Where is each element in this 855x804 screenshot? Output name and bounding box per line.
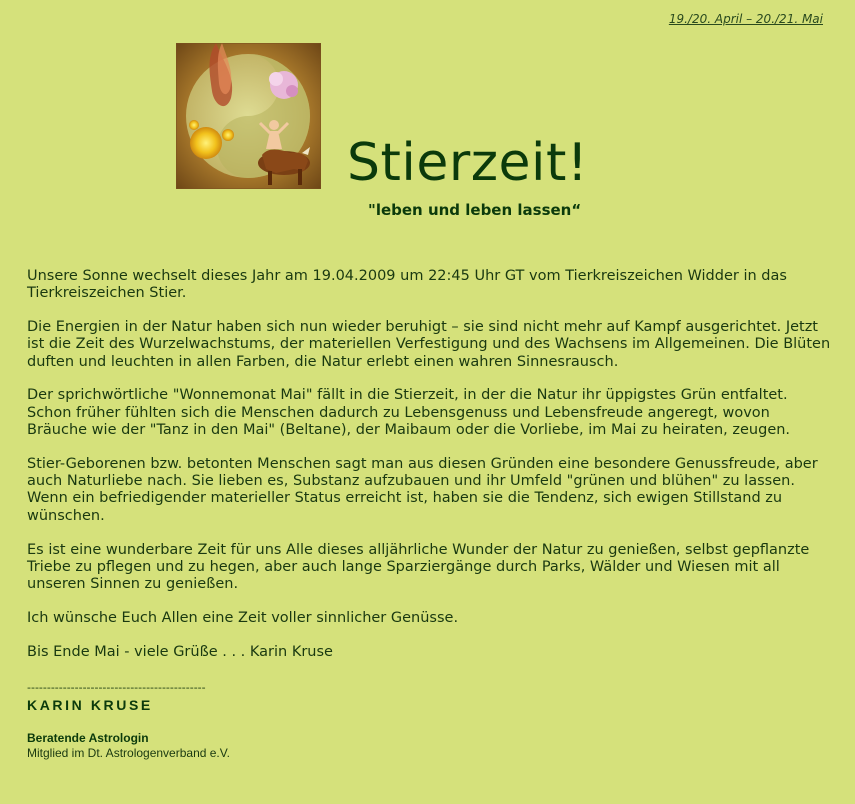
paragraph-wishes: Ich wünsche Euch Allen eine Zeit voller sinnlicher Genüsse.: [27, 609, 459, 626]
date-range-link[interactable]: 19./20. April – 20./21. Mai: [668, 12, 823, 26]
paragraph-wunder-der-natur: Es ist eine wunderbare Zeit für uns Alle dieses alljährliche Wunder der Natur zu genießen, selbst gepflanzte Triebe zu pflegen und zu hegen, aber auch lange Sparziergänge durch Parks, Wälder und Wiesen mit all unseren Sinnen zu genießen.: [27, 541, 810, 593]
signature-name: KARIN KRUSE: [27, 697, 153, 713]
paragraph-greeting: Bis Ende Mai - viele Grüße . . . Karin Kruse: [27, 643, 333, 660]
paragraph-wonnemonat: Der sprichwörtliche "Wonnemonat Mai" fällt in die Stierzeit, in der die Natur ihr üppigstes Grün entfaltet. Schon früher fühlten sich die Menschen dadurch zu Lebensgenuss und Lebensfreude angeregt, wovon Bräuche wie der "Tanz in den Mai" (Beltane), der Maibaum oder die Vorliebe, im Mai zu heiraten, zeugen.: [27, 387, 791, 439]
paragraph-intro: Unsere Sonne wechselt dieses Jahr am 19.04.2009 um 22:45 Uhr GT vom Tierkreiszeichen Widder in das Tierkreiszeichen Stier.: [27, 268, 787, 302]
signature-role: Beratende Astrologin: [27, 731, 149, 745]
signature-membership: Mitglied im Dt. Astrologenverband e.V.: [27, 746, 230, 760]
article-body: [27, 268, 832, 678]
page-title: Stierzeit!: [347, 133, 589, 193]
page-subtitle: "leben und leben lassen“: [368, 201, 582, 219]
paragraph-stier-geborene: Stier-Geborenen bzw. betonten Menschen sagt man aus diesen Gründen eine besondere Genussfreude, aber auch Naturliebe nach. Sie lieben es, Substanz aufzubauen und ihr Umfeld "grünen und blühen" zu lassen. Wenn ein befriedigender materieller Status erreicht ist, haben sie die Tendenz, sich ewigen Stillstand zu wünschen.: [27, 455, 818, 524]
taurus-artwork-image: [176, 43, 321, 189]
paragraph-energies: Die Energien in der Natur haben sich nun wieder beruhigt – sie sind nicht mehr auf Kampf ausgerichtet. Jetzt ist die Zeit des Wurzelwachstums, der materiellen Verfestigung und des Wachsens im Allgemeinen. Die Blüten duften und leuchten in allen Farben, die Natur erlebt einen wahren Sinnesrausch.: [27, 319, 831, 370]
signature-divider: ---------------------------------------------: [27, 681, 206, 694]
